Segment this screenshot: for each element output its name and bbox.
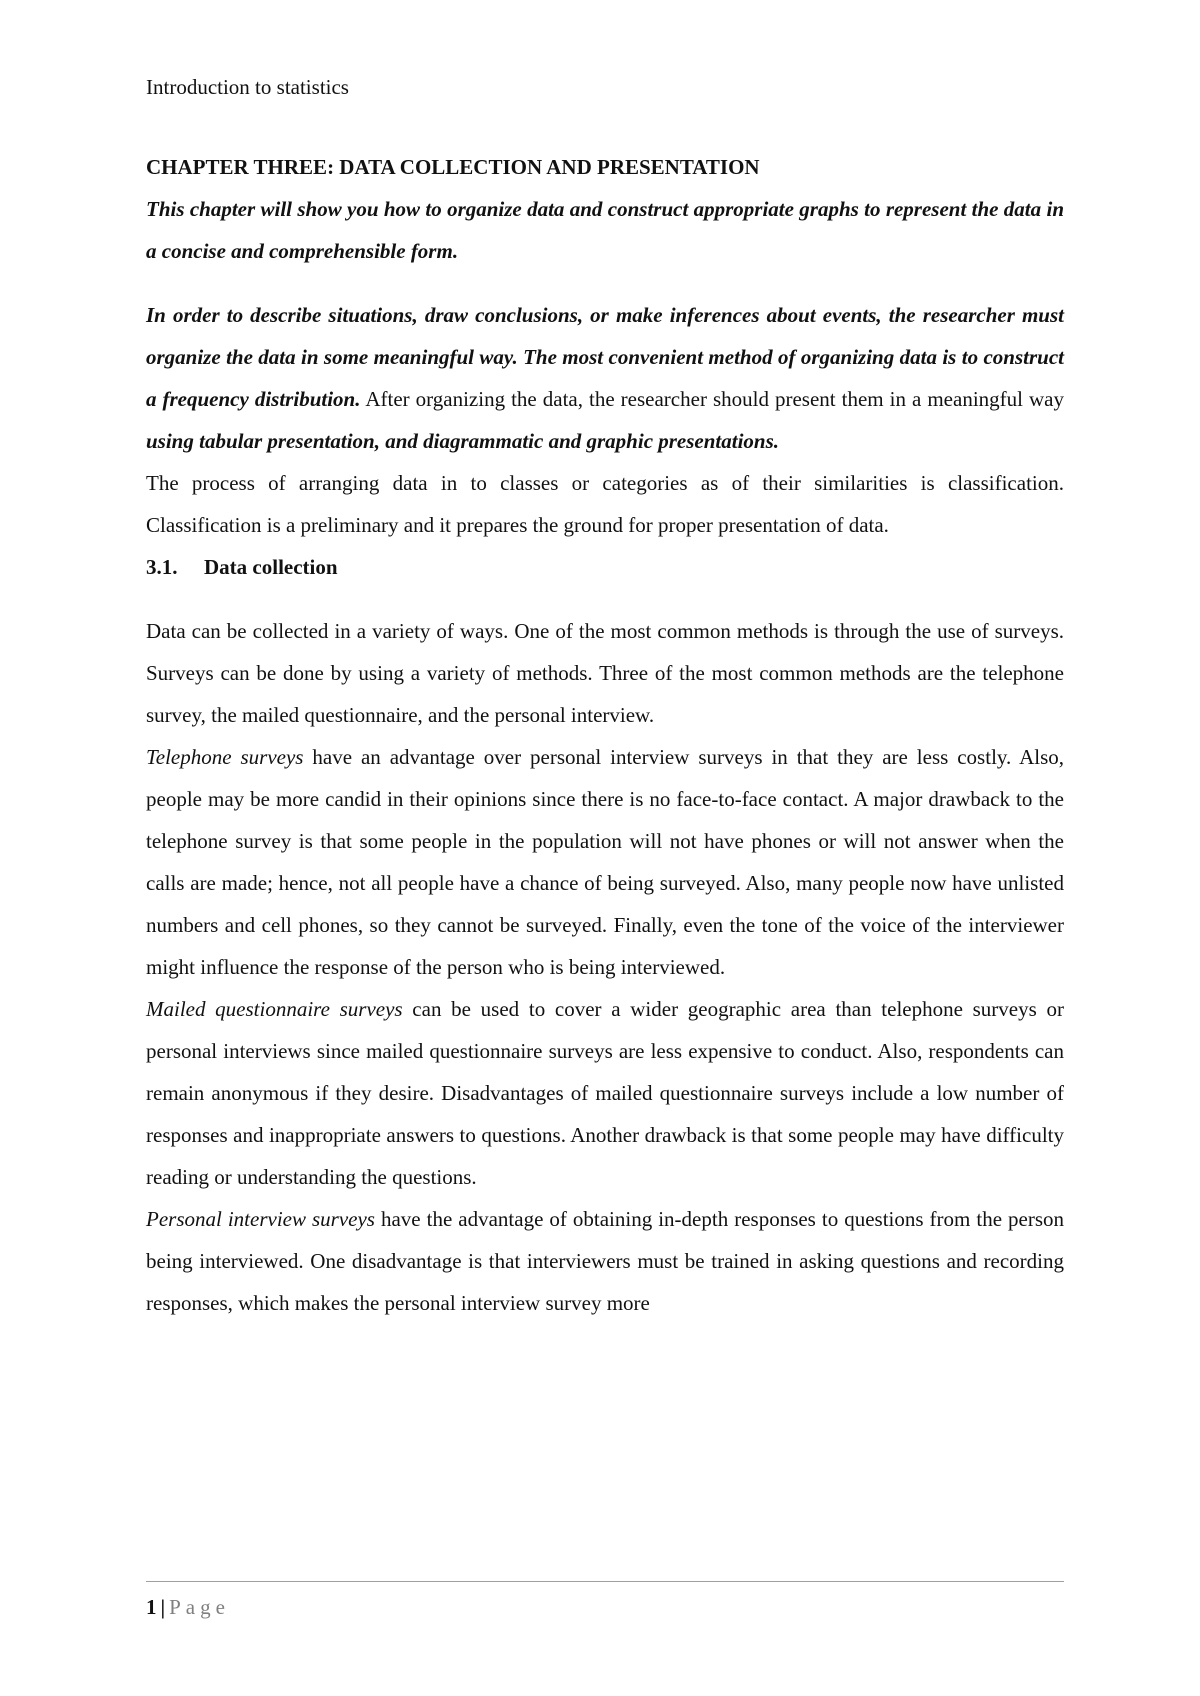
organize-data-paragraph xyxy=(146,294,1064,462)
telephone-surveys-paragraph xyxy=(146,736,1064,988)
data-collection-paragraph: Data can be collected in a variety of ways. One of the most common methods is through the use of surveys. Surveys can be done by using a variety of methods. Three of the most common methods are the telephone survey, the mailed questionnaire, and the personal interview. xyxy=(146,619,1064,727)
organize-data-emphasis: In order to describe situations, draw conclusions, or make inferences about events, the researcher must organize the data in some meaningful way. The most convenient method of organizing data is to construct a frequency distribution. xyxy=(146,303,1064,411)
section-number: 3.1. xyxy=(146,555,178,579)
chapter-title: CHAPTER THREE: DATA COLLECTION AND PRESENTATION xyxy=(146,155,760,179)
footer-divider xyxy=(146,1581,1064,1582)
page-label: Page xyxy=(169,1595,230,1619)
telephone-surveys-text: have an advantage over personal interview surveys in that they are less costly. Also, people may be more candid in their opinions since there is no face-to-face contact. A major drawback to the telephone survey is that some people in the population will not have phones or will not answer when the calls are made; hence, not all people have a chance of being surveyed. Also, many people now have unlisted numbers and cell phones, so they cannot be surveyed. Finally, even the tone of the voice of the interviewer might influence the response of the person who is being interviewed. xyxy=(146,745,1064,979)
telephone-surveys-term: Telephone surveys xyxy=(146,745,304,769)
personal-interview-term: Personal interview surveys xyxy=(146,1207,375,1231)
chapter-intro-paragraph: This chapter will show you how to organize data and construct appropriate graphs to represent the data in a concise and comprehensible form. xyxy=(146,197,1064,263)
classification-paragraph: The process of arranging data in to classes or categories as of their similarities is classification. Classification is a preliminary and it prepares the ground for proper presentation of data. xyxy=(146,471,1064,537)
running-header: Introduction to statistics xyxy=(146,75,349,99)
presentation-methods-emphasis: using tabular presentation, and diagrammatic and graphic presentations. xyxy=(146,429,780,453)
document-page xyxy=(146,0,1064,1696)
mailed-questionnaire-term: Mailed questionnaire surveys xyxy=(146,997,403,1021)
page-number: 1 xyxy=(146,1595,157,1619)
mailed-questionnaire-paragraph xyxy=(146,988,1064,1198)
section-title: Data collection xyxy=(204,555,338,579)
page-footer xyxy=(146,1592,230,1622)
personal-interview-text: have the advantage of obtaining in-depth responses to questions from the person being interviewed. One disadvantage is that interviewers must be trained in asking questions and recording responses, which makes the personal interview survey more xyxy=(146,1207,1065,1315)
personal-interview-paragraph xyxy=(146,1198,1064,1324)
page-separator: | xyxy=(160,1595,166,1619)
organize-data-text: After organizing the data, the researcher should present them in a meaningful way xyxy=(360,387,1064,411)
section-heading xyxy=(146,546,1064,588)
mailed-questionnaire-text: can be used to cover a wider geographic area than telephone surveys or personal interviews since mailed questionnaire surveys are less expensive to conduct. Also, respondents can remain anonymous if they desire. Disadvantages of mailed questionnaire surveys include a low number of responses and inappropriate answers to questions. Another drawback is that some people may have difficulty reading or understanding the questions. xyxy=(146,997,1064,1189)
document-body xyxy=(146,146,1064,1324)
